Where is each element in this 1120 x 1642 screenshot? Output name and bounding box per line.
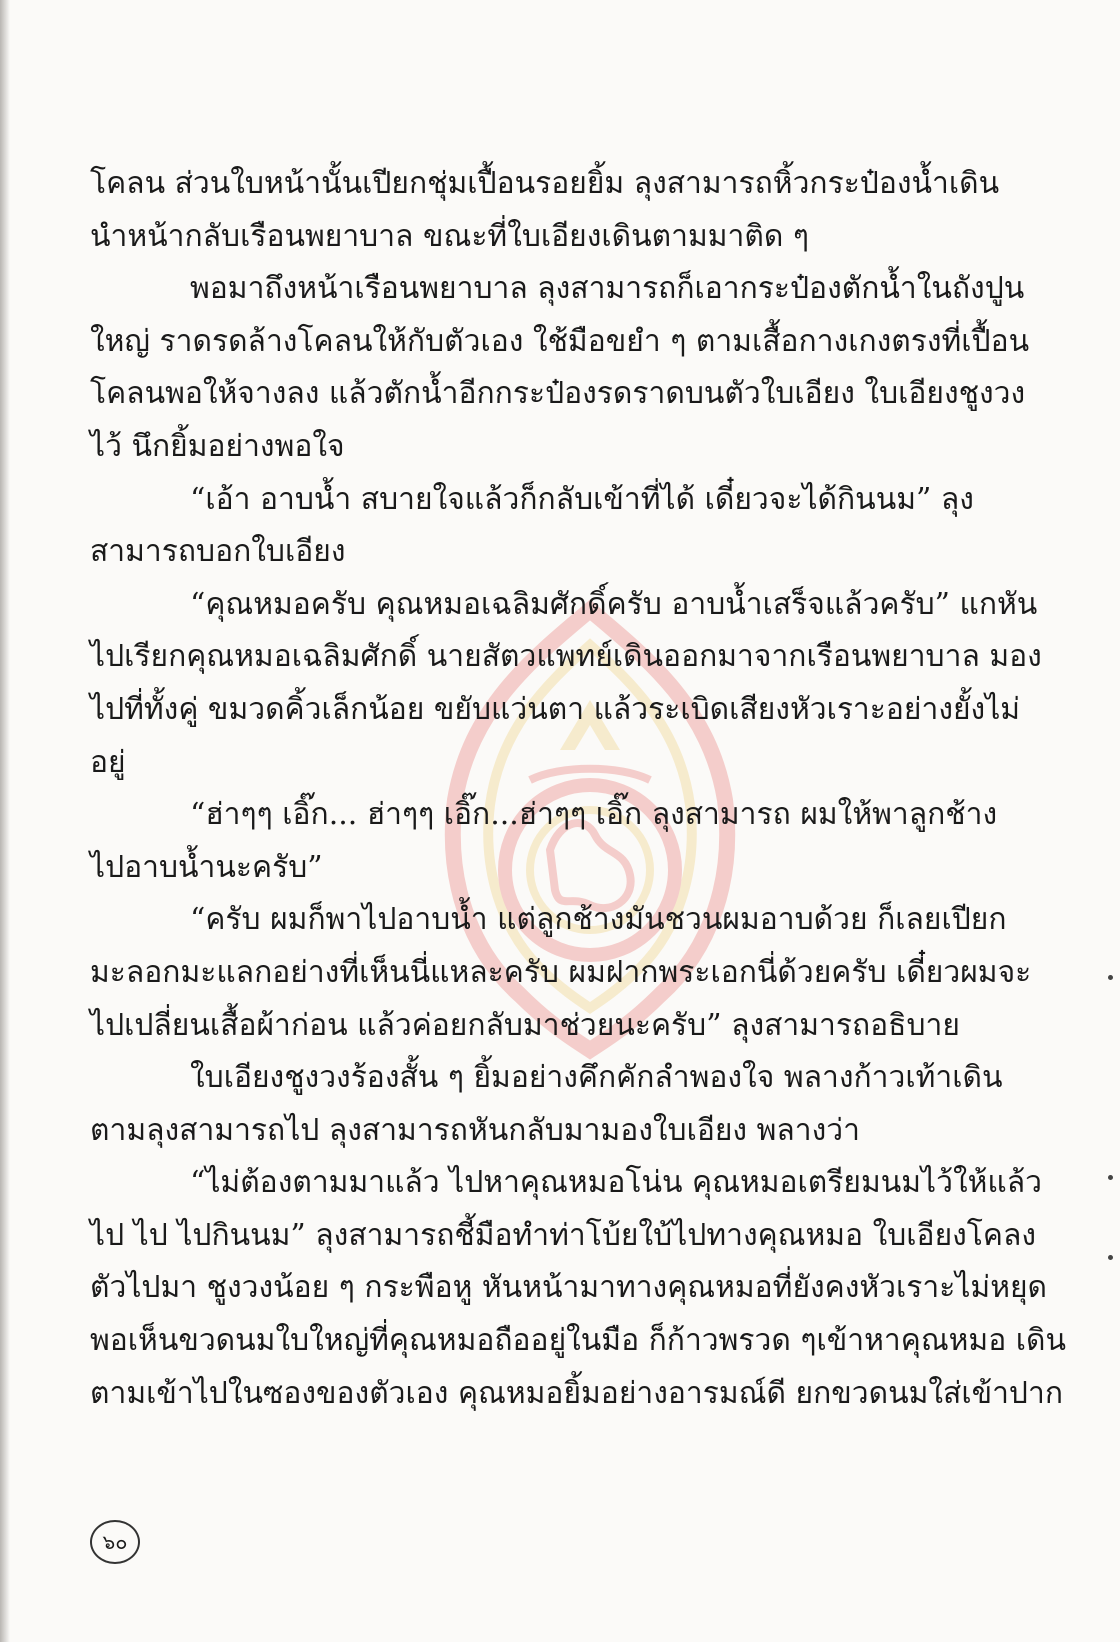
scan-speck <box>1108 975 1113 980</box>
page-binding-shadow <box>0 0 10 1642</box>
text-line: ตามลุงสามารถไป ลุงสามารถหันกลับมามองใบเอียง พลางว่า <box>90 1112 860 1148</box>
scan-speck <box>1108 1255 1113 1260</box>
text-line: ไว้ นึกยิ้มอย่างพอใจ <box>90 428 345 464</box>
page-number: ๖๐ <box>90 1520 140 1564</box>
text-line: สามารถบอกใบเอียง <box>90 534 346 570</box>
text-line: นำหน้ากลับเรือนพยาบาล ขณะที่ใบเอียงเดินตามมาติด ๆ <box>90 218 809 254</box>
text-line: “เอ้า อาบน้ำ สบายใจแล้วก็กลับเข้าที่ได้ เดี๋ยวจะได้กินนม” ลุง <box>190 481 974 517</box>
text-line: อยู่ <box>90 744 126 780</box>
text-line: โคลน ส่วนใบหน้านั้นเปียกชุ่มเปื้อนรอยยิ้ม ลุงสามารถหิ้วกระป๋องน้ำเดิน <box>90 166 1000 201</box>
scan-speck <box>1108 1175 1113 1180</box>
text-line: ใบเอียงชูงวงร้องสั้น ๆ ยิ้มอย่างคึกคักลำพองใจ พลางก้าวเท้าเดิน <box>190 1060 1003 1096</box>
text-line: ไปที่ทั้งคู่ ขมวดคิ้วเล็กน้อย ขยับแว่นตา แล้วระเบิดเสียงหัวเราะอย่างยั้งไม่ <box>90 691 1021 727</box>
body-text <box>90 158 1066 1420</box>
text-line: ไปอาบน้ำนะครับ” <box>90 849 323 885</box>
text-line: “ฮ่าๆๆ เอิ๊ก... ฮ่าๆๆ เอิ๊ก...ฮ่าๆๆ เอิ๊ก ลุงสามารถ ผมให้พาลูกช้าง <box>190 797 998 833</box>
text-line: พอมาถึงหน้าเรือนพยาบาล ลุงสามารถก็เอากระป๋องตักน้ำในถังปูน <box>190 271 1025 307</box>
text-line: “ครับ ผมก็พาไปอาบน้ำ แต่ลูกช้างมันชวนผมอาบด้วย ก็เลยเปียก <box>190 902 1007 938</box>
text-line: พอเห็นขวดนมใบใหญ่ที่คุณหมอถืออยู่ในมือ ก็ก้าวพรวด ๆเข้าหาคุณหมอ เดิน <box>90 1323 1066 1359</box>
text-line: ไปเปลี่ยนเสื้อผ้าก่อน แล้วค่อยกลับมาช่วยนะครับ” ลุงสามารถอธิบาย <box>90 1007 960 1043</box>
text-line: ตัวไปมา ชูงวงน้อย ๆ กระพือหู หันหน้ามาทางคุณหมอที่ยังคงหัวเราะไม่หยุด <box>90 1270 1048 1306</box>
text-line: ตามเข้าไปในซองของตัวเอง คุณหมอยิ้มอย่างอารมณ์ดี ยกขวดนมใส่เข้าปาก <box>90 1375 1063 1411</box>
text-line: ใหญ่ ราดรดล้างโคลนให้กับตัวเอง ใช้มือขยำ ๆ ตามเสื้อกางเกงตรงที่เปื้อน <box>90 323 1030 359</box>
text-line: ไป ไป ไปกินนม” ลุงสามารถชี้มือทำท่าโบ้ยใบ้ไปทางคุณหมอ ใบเอียงโคลง <box>90 1217 1037 1253</box>
text-line: ไปเรียกคุณหมอเฉลิมศักดิ์ นายสัตวแพทย์เดินออกมาจากเรือนพยาบาล มอง <box>90 639 1042 675</box>
text-line: มะลอกมะแลกอย่างที่เห็นนี่แหละครับ ผมฝากพระเอกนี่ด้วยครับ เดี๋ยวผมจะ <box>90 954 1032 990</box>
text-line: “ไม่ต้องตามมาแล้ว ไปหาคุณหมอโน่น คุณหมอเตรียมนมไว้ให้แล้ว <box>190 1165 1042 1201</box>
text-line: โคลนพอให้จางลง แล้วตักน้ำอีกกระป๋องรดราดบนตัวใบเอียง ใบเอียงชูงวง <box>90 376 1026 412</box>
text-line: “คุณหมอครับ คุณหมอเฉลิมศักดิ์ครับ อาบน้ำเสร็จแล้วครับ” แกหัน <box>190 586 1038 622</box>
